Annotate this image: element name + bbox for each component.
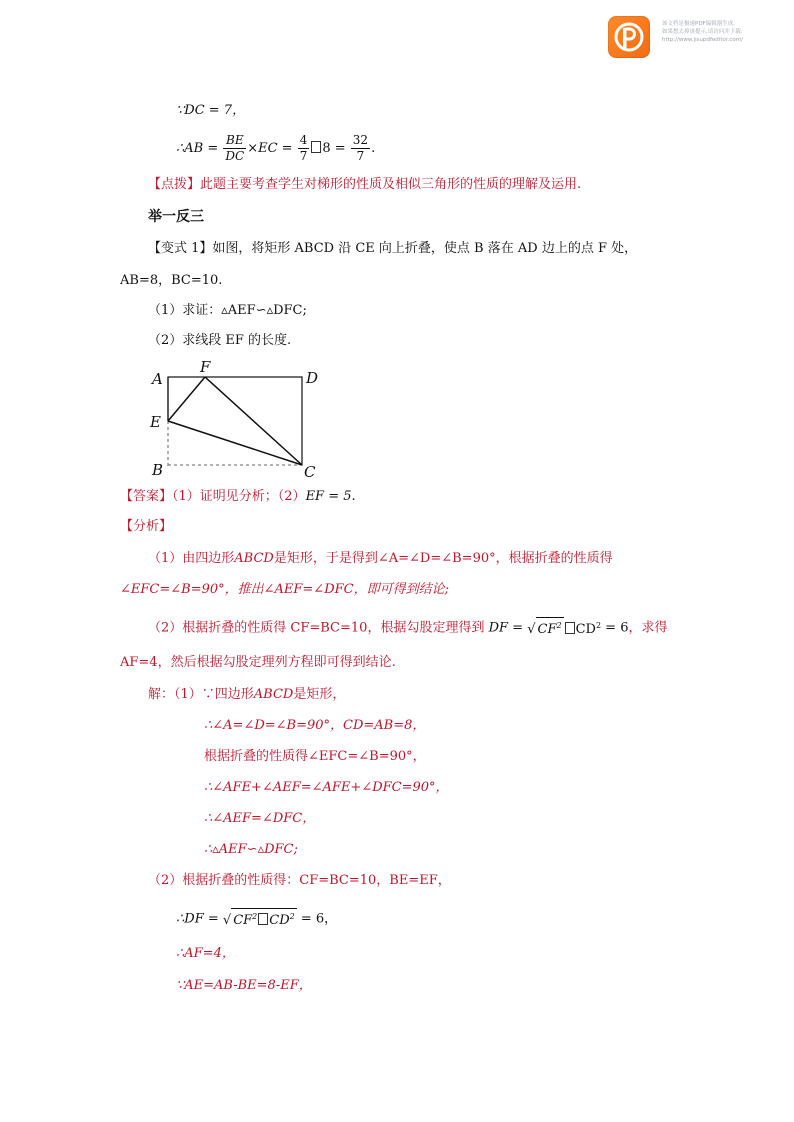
exponent: 2 [289,912,295,921]
label-f: F [200,358,211,376]
ab-equation [176,132,375,166]
fraction-be-dc [223,133,246,164]
fraction-4-7 [298,133,310,164]
watermark-line: 如果想去掉该提示,请访问并下载: [662,29,743,35]
df-symbol: ∴DF = [176,911,219,927]
dianbo-note: 【点拨】此题主要考查学生对梯形的性质及相似三角形的性质的理解及运用. [148,177,582,192]
solution-text: 解：（1）∵四边形 [148,687,254,702]
segment-ef [168,377,205,421]
answer-label: 【答案】 [120,489,173,504]
missing-glyph-box [258,913,268,925]
analysis-abcd: ABCD [234,551,274,566]
radicand-cf: CF [233,913,253,928]
solution-line-10: ∵AE=AB-BE=8-EF， [176,978,312,993]
variant-line-1: 【变式 1】如图，将矩形 ABCD 沿 CE 向上折叠，使点 B 落在 AD 边上的点 F 处， [148,241,638,256]
variant-line-2: AB=8，BC=10. [120,273,223,288]
label-e: E [150,413,161,431]
solution-line-8 [176,908,337,930]
solution-text: 是矩形， [293,687,346,702]
solution-line-1 [148,686,345,704]
radicand [231,908,297,929]
fraction-denominator: 7 [299,149,308,163]
equation-text: ×EC = [247,141,293,156]
analysis-text: 是矩形，于是得到∠A=∠D=∠B=90°，根据折叠的性质得 [273,551,613,566]
label-d: D [306,369,319,387]
fraction-denominator: DC [225,149,245,163]
radicand-cd: CD [269,913,290,928]
radicand [536,617,564,638]
analysis-text: （1）由四边形 [148,551,235,566]
segment-ec [168,421,302,465]
missing-glyph-box [565,622,575,634]
answer-text: （1）证明见分析；（2） [172,489,306,504]
watermark-notice [662,20,788,44]
fraction-32-7 [351,133,370,164]
analysis-line-1 [148,550,613,568]
rectangle-abcd-outline [168,377,302,465]
solution-line-4: ∴∠AFE+∠AEF=∠AFE+∠DFC=90°， [204,780,449,795]
equation-period: . [371,141,376,156]
label-b: B [152,461,164,479]
fraction-numerator: 4 [299,133,308,147]
equation-text: ∴AB = [176,141,219,156]
solution-line-6: ∴▵AEF∽▵DFC; [204,842,298,857]
exponent: 2 [595,621,602,630]
equals-six: = 6 [605,620,629,636]
label-a: A [152,370,163,388]
solution-line-2: ∴∠A=∠D=∠B=90°，CD=AB=8， [204,718,426,733]
sqrt-expression: √ $CF^2$ $CD^2$ [527,617,601,639]
solution-line-3: 根据折叠的性质得∠EFC=∠B=90°， [204,749,426,764]
section-title: 举一反三 [148,209,204,225]
answer-end: . [351,489,356,504]
exponent: 2 [556,621,562,630]
answer-line [120,488,356,506]
equation-text: 8 = [322,141,346,156]
pdf-editor-logo [608,16,650,58]
analysis-line-4: AF=4，然后根据勾股定理列方程即可得到结论. [120,655,396,670]
question-1: （1）求证：▵AEF∽▵DFC; [148,303,307,318]
rectangle-fold-figure [146,357,336,479]
analysis-line-2: ∠EFC=∠B=90°，推出∠AEF=∠DFC，即可得到结论; [120,582,449,597]
segment-fc [205,377,302,465]
p-letter-icon [608,16,650,58]
solution-line-9: ∴AF=4， [176,946,235,961]
because-dc-line: ∵DC = 7， [176,103,246,118]
fraction-numerator: 32 [352,133,369,147]
answer-ef: EF = 5 [305,489,352,504]
missing-glyph-box [311,141,321,153]
radicand-cd: CD [575,622,596,637]
question-2: （2）求线段 EF 的长度. [148,333,292,348]
solution-line-7: （2）根据折叠的性质得：CF=BC=10，BE=EF， [148,873,451,888]
df-symbol: DF = [488,620,524,636]
label-c: C [304,463,316,479]
fraction-denominator: 7 [356,149,365,163]
exponent: 2 [252,912,258,921]
analysis-line-3 [148,617,667,639]
solution-line-5: ∴∠AEF=∠DFC， [204,811,316,826]
solution-abcd: ABCD [253,687,294,702]
radicand-cf: CF [537,622,557,637]
fraction-numerator: BE [223,133,246,149]
watermark-line: 该文档是极速PDF编辑器生成, [662,21,735,27]
analysis-text: （2）根据折叠的性质得 CF=BC=10，根据勾股定理得到 [148,620,485,636]
analysis-label: 【分析】 [120,519,173,534]
equals-six: = 6， [300,911,338,927]
sqrt-expression: √ $CF^2$ $CD^2$ [223,908,297,930]
analysis-text: ，求得 [628,620,668,636]
watermark-link[interactable]: http://www.jisupdfeditor.com/ [662,37,743,43]
